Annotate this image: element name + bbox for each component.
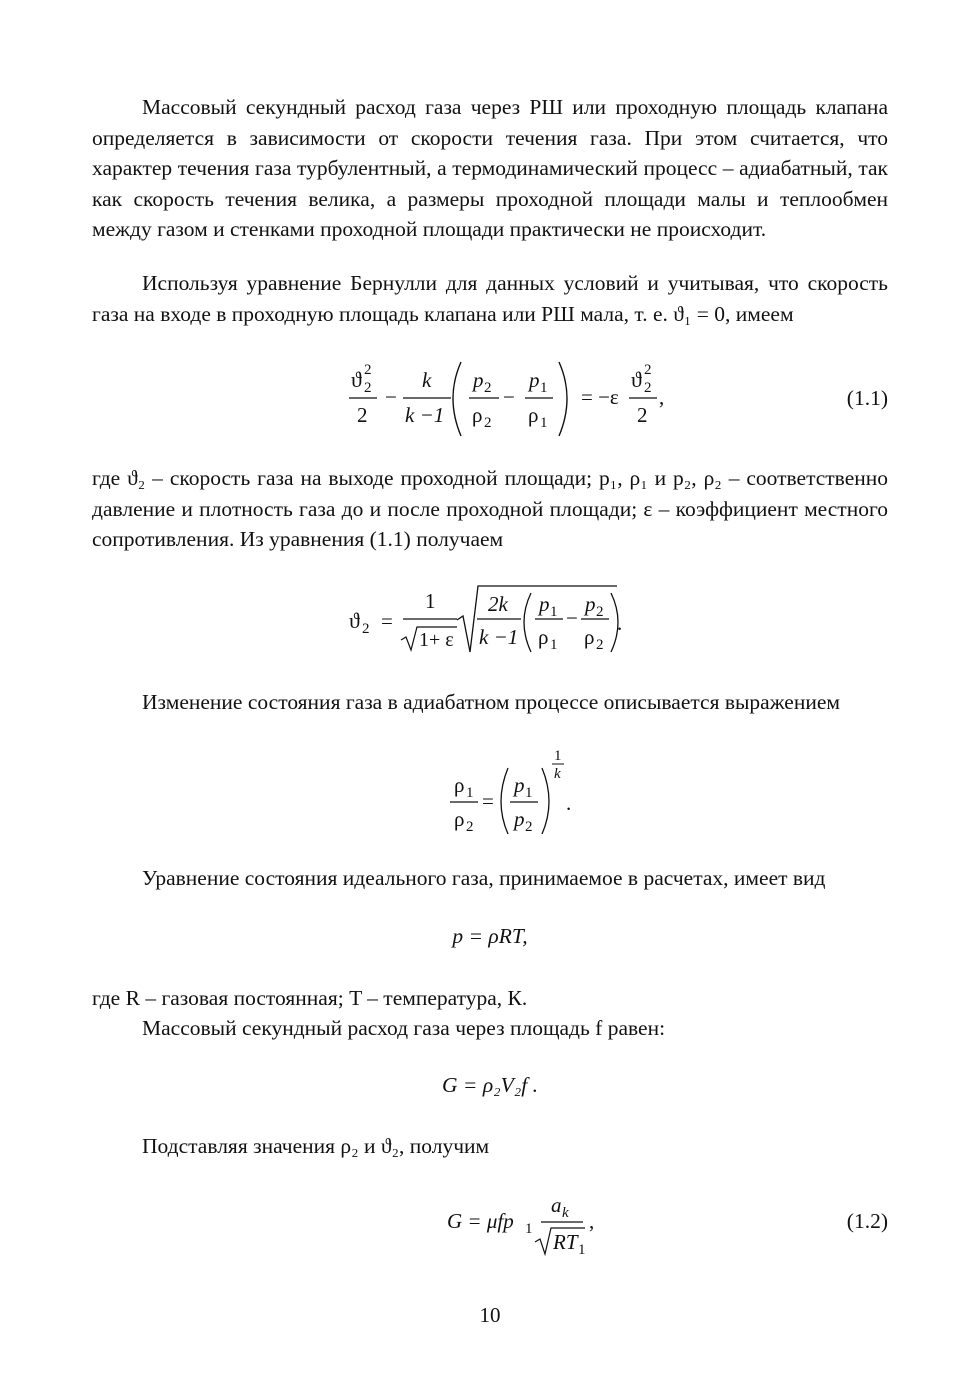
equation-adiabatic-formula: [442, 746, 602, 834]
svg-text:2: 2: [362, 621, 370, 637]
svg-text:−: −: [566, 606, 578, 630]
paragraph-adiabatic: Изменение состояния газа в адиабатном процессе описывается выражением: [142, 690, 840, 714]
paragraph-substituting: Подставляя значения ρ₂ и ϑ₂, получим: [142, 1134, 490, 1158]
svg-text:2: 2: [644, 380, 652, 396]
svg-text:−: −: [503, 385, 515, 409]
equation-1-2-formula: [445, 1188, 625, 1260]
svg-text:a: a: [551, 1193, 562, 1217]
svg-text:G = μfp: G = μfp: [447, 1209, 514, 1233]
svg-text:ϑ: ϑ: [631, 367, 642, 392]
svg-text:ρ: ρ: [584, 625, 595, 649]
svg-text:1: 1: [554, 748, 562, 764]
svg-text:p: p: [514, 807, 525, 831]
svg-text:2: 2: [644, 362, 652, 378]
svg-text:ρ: ρ: [454, 773, 465, 797]
svg-text:1: 1: [525, 785, 533, 801]
paragraph-bernoulli: Используя уравнение Бернулли для данных условий и учитывая, что скорость газа на входе в проходную площадь клапана или РШ мала, т. е. ϑ₁ = 0, имеем: [92, 271, 888, 326]
paragraph-where-r: где R – газовая постоянная; T – температура, К.: [92, 986, 528, 1010]
svg-text:p: p: [473, 368, 484, 392]
svg-text:,: ,: [659, 385, 665, 409]
svg-text:2: 2: [484, 415, 492, 431]
svg-text:k: k: [562, 1205, 569, 1221]
paragraph-where-theta2: где ϑ₂ – скорость газа на выходе проходной площади; p₁, ρ₁ и p₂, ρ₂ – соответственно давление и плотность газа до и после проходной площади; ε – коэффициент местного сопротивления. Из уравнения (1.1) получаем: [92, 466, 888, 551]
svg-text:ϑ: ϑ: [349, 608, 360, 633]
svg-text:k −1: k −1: [405, 403, 445, 427]
svg-text:,: ,: [589, 1209, 595, 1233]
svg-text:1: 1: [466, 785, 474, 801]
svg-text:2: 2: [525, 819, 533, 834]
equation-mass-flow: G = ρ₂V₂f .: [442, 1073, 538, 1097]
svg-text:k: k: [554, 766, 561, 782]
svg-text:=: =: [381, 609, 393, 633]
svg-text:1: 1: [550, 637, 558, 653]
svg-text:2: 2: [484, 380, 492, 396]
svg-text:p: p: [529, 368, 540, 392]
svg-text:2k: 2k: [488, 592, 508, 616]
svg-text:RT: RT: [553, 1230, 578, 1254]
svg-text:p: p: [514, 773, 525, 797]
svg-text:ρ: ρ: [472, 403, 483, 427]
svg-text:1: 1: [525, 1221, 533, 1237]
svg-text:.: .: [617, 611, 623, 635]
equation-number-1-2: (1.2): [846, 1209, 888, 1233]
equation-ideal-gas: p = ρRT,: [452, 924, 528, 948]
svg-text:ϑ: ϑ: [351, 367, 362, 392]
page-number: 10: [479, 1303, 501, 1327]
svg-text:1: 1: [425, 589, 436, 613]
svg-text:ρ: ρ: [454, 807, 465, 831]
equation-theta2: [92, 582, 888, 658]
paragraph-mass-flow-intro: Массовый секундный расход газа через РШ или проходную площадь клапана определяется в зависимости от скорости течения газа. При этом считается, что характер течения газа турбулентный, а термодинамический процесс – адиабатный, так как скорость течения велика, а размеры проходной площади малы и теплообмен между газом и стенками проходной площади практически не происходит.: [92, 95, 888, 241]
svg-text:1: 1: [540, 415, 548, 431]
svg-text:1+ ε: 1+ ε: [419, 629, 454, 651]
svg-text:= −ε: = −ε: [581, 385, 619, 409]
svg-text:2: 2: [637, 403, 648, 427]
svg-text:2: 2: [364, 380, 372, 396]
equation-number-1-1: (1.1): [846, 386, 888, 410]
svg-text:1: 1: [540, 380, 548, 396]
equation-adiabatic: [92, 746, 888, 834]
svg-text:2: 2: [596, 604, 604, 620]
svg-text:1: 1: [550, 604, 558, 620]
svg-text:2: 2: [364, 362, 372, 378]
equation-theta2-formula: [345, 582, 645, 658]
svg-text:k: k: [422, 368, 432, 392]
svg-text:p: p: [585, 592, 596, 616]
svg-text:ρ: ρ: [538, 625, 549, 649]
svg-text:.: .: [566, 791, 572, 815]
svg-text:−: −: [385, 385, 397, 409]
paragraph-ideal-gas: Уравнение состояния идеального газа, принимаемое в расчетах, имеет вид: [142, 866, 826, 890]
paragraph-mass-flow-area: Массовый секундный расход газа через площадь f равен:: [142, 1016, 666, 1040]
svg-text:2: 2: [466, 819, 474, 834]
svg-text:=: =: [482, 789, 494, 813]
equation-1-2: [92, 1188, 888, 1260]
svg-text:2: 2: [596, 637, 604, 653]
equation-1-1-formula: [345, 354, 665, 444]
svg-text:k −1: k −1: [479, 625, 519, 649]
svg-text:2: 2: [357, 403, 368, 427]
svg-text:1: 1: [578, 1242, 586, 1258]
equation-1-1: [92, 354, 888, 444]
svg-text:p: p: [539, 592, 550, 616]
svg-text:ρ: ρ: [528, 403, 539, 427]
page-body: [92, 86, 888, 1366]
